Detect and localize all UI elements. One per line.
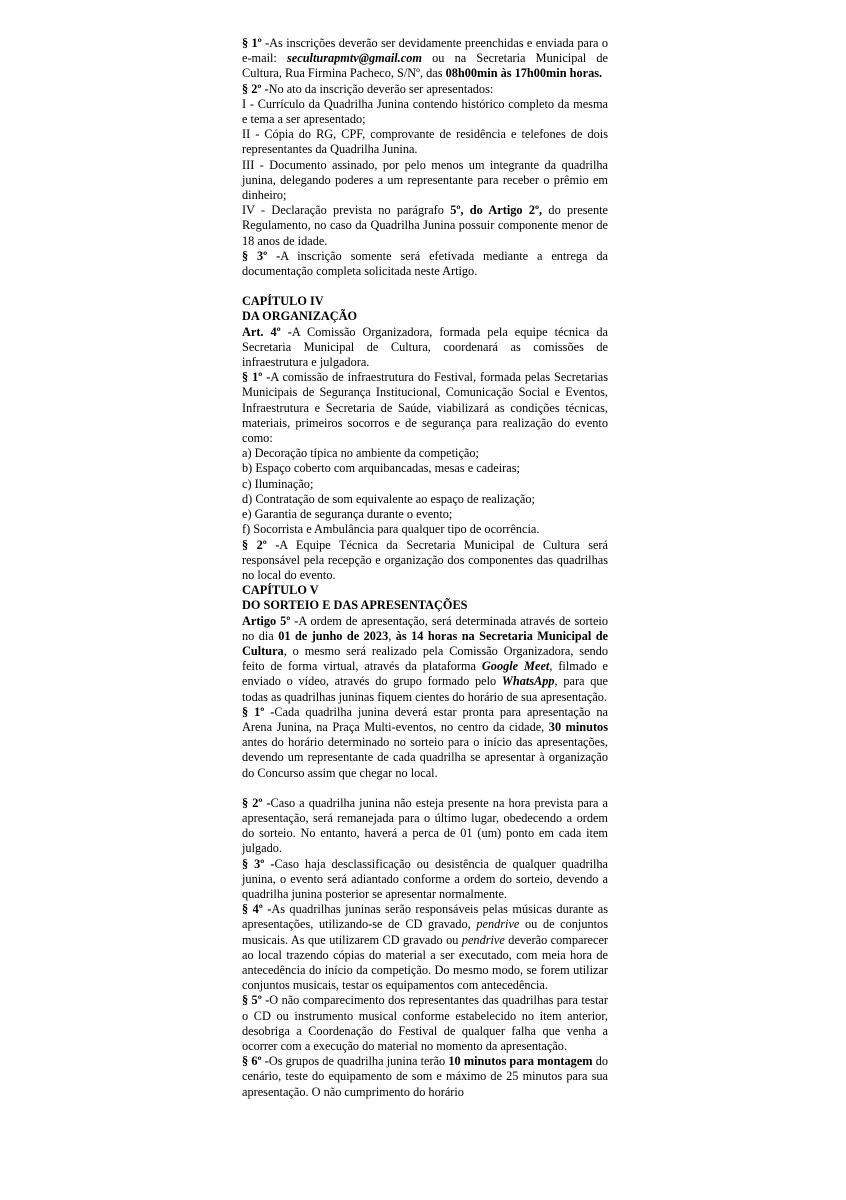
article-number: Artigo 5º - [242, 613, 299, 628]
document-page [242, 36, 608, 1100]
paragraph-number: § 4º - [242, 902, 272, 917]
article-number: Art. 4º - [242, 324, 292, 339]
chapter-subtitle: DA ORGANIZAÇÃO [242, 309, 358, 324]
paragraph-5: § 5º -O não comparecimento dos representantes das quadrilhas para testar o CD ou instrumento musical conforme estabelecido no item anterior, desobriga a Coordenação do Festival de qualquer falha que venha a ocorrer com a execução do material no momento da apresentação. [242, 993, 608, 1053]
paragraph-1: § 1º -As inscrições deverão ser devidamente preenchidas e enviada para o e-mail: seculturapmtv@gmail.com ou na Secretaria Municipal de Cultura, Rua Firmina Pacheco, S/Nº, das 08h00min às 17h00min horas. [242, 36, 609, 81]
list-item: II - Cópia do RG, CPF, comprovante de residência e telefones de dois representantes da Quadrilha Junina. [242, 127, 608, 157]
email-address: seculturapmtv@gmail.com [287, 51, 422, 66]
paragraph-number: § 1º - [242, 36, 270, 50]
office-hours: 08h00min às 17h00min horas. [445, 66, 603, 81]
article-4: Art. 4º -A Comissão Organizadora, formada pela equipe técnica da Secretaria Municipal de Cultura, coordenará as comissões de infraestrutura e julgadora. [242, 324, 608, 370]
chapter-subtitle: DO SORTEIO E DAS APRESENTAÇÕES [242, 598, 468, 613]
paragraph-6: § 6º -Os grupos de quadrilha junina terão 10 minutos para montagem do cenário, teste do equipamento de som e máximo de 25 minutos para sua apresentação. O não cumprimento do horário [242, 1054, 608, 1099]
paragraph-number: § 2º - [242, 81, 269, 96]
paragraph-number: § 2º - [242, 537, 280, 552]
paragraph-2: § 2º -Caso a quadrilha junina não esteja presente na hora prevista para a apresentação, será remanejada para o último lugar, obedecendo a ordem do sorteio. No entanto, haverá a perca de 01 (um) ponto em cada item julgado. [242, 795, 608, 856]
spacer [242, 279, 608, 294]
paragraph-number: § 3º - [242, 856, 275, 871]
paragraph-3: § 3º -Caso haja desclassificação ou desistência de qualquer quadrilha junina, o evento será adiantado conforme a ordem do sorteio, devendo a quadrilha junina posterior se apresentar normalmente. [242, 856, 609, 901]
paragraph-number: § 3º - [242, 248, 281, 263]
spacer [242, 781, 608, 796]
article-5: Artigo 5º -A ordem de apresentação, será determinada através de sorteio no dia 01 de junho de 2023, às 14 horas na Secretaria Municipal de Cultura, o mesmo será realizado pela Comissão Organizadora, sendo feito de forma virtual, através da plataforma Google Meet, filmado e enviado o vídeo, através do grupo formado pelo WhatsApp, para que todas as quadrilhas juninas fiquem cientes do horário de sua apresentação. [242, 613, 609, 704]
paragraph-number: § 1º - [242, 370, 271, 385]
list-item: III - Documento assinado, por pelo menos um integrante da quadrilha junina, delegando poderes a um representante para receber o prêmio em dinheiro; [242, 157, 608, 203]
paragraph-number: § 1º - [242, 704, 275, 719]
list-item: a) Decoração típica no ambiente da competição; [242, 446, 479, 461]
paragraph-number: § 6º - [242, 1054, 269, 1069]
list-item: IV - Declaração prevista no parágrafo 5º, do Artigo 2º, do presente Regulamento, no caso da Quadrilha Junina possuir componente menor de 18 anos de idade. [242, 203, 608, 248]
paragraph-4: § 4º -As quadrilhas juninas serão responsáveis pelas músicas durante as apresentações, utilizando-se de CD gravado, pendrive ou de conjuntos musicais. As que utilizarem CD gravado ou pendrive deverão comparecer ao local trazendo cópias do material a ser executado, com meia hora de antecedência do início da competição. Do mesmo modo, se forem utilizar conjuntos musicais, testar os equipamentos com antecedência. [242, 902, 609, 993]
paragraph-1: § 1º -A comissão de infraestrutura do Festival, formada pelas Secretarias Municipais de Segurança Institucional, Comunicação Social e Eventos, Infraestrutura e Secretaria de Saúde, viabilizará as condições técnicas, materiais, primeiros socorros e de segurança para realização do evento como: [242, 370, 608, 446]
draw-date: 01 de junho de 2023 [278, 628, 389, 643]
app-name: WhatsApp [501, 674, 555, 689]
list-item: e) Garantia de segurança durante o evento; [242, 507, 453, 522]
list-item: I - Currículo da Quadrilha Junina contendo histórico completo da mesma e tema a ser apresentado; [242, 96, 608, 127]
draw-place: às 14 horas na Secretaria Municipal de Cultura [242, 628, 609, 658]
chapter-title: CAPÍTULO V [242, 583, 319, 598]
paragraph-2: § 2º -A Equipe Técnica da Secretaria Municipal de Cultura será responsável pela recepção e organização dos componentes das quadrilhas no local do evento. [242, 537, 608, 582]
chapter-title: CAPÍTULO IV [242, 294, 324, 309]
list-item: f) Socorrista e Ambulância para qualquer tipo de ocorrência. [242, 522, 540, 537]
paragraph-number: § 2º - [242, 795, 271, 810]
paragraph-3: § 3º -A inscrição somente será efetivada mediante a entrega da documentação completa solicitada neste Artigo. [242, 248, 608, 279]
platform-name: Google Meet [481, 659, 550, 674]
paragraph-1: § 1º -Cada quadrilha junina deverá estar pronta para apresentação na Arena Junina, na Praça Multi-eventos, no centro da cidade, 30 minutos antes do horário determinado no sorteio para o início das apresentações, devendo um representante de cada quadrilha se apresentar à organização do Concurso assim que chegar no local. [242, 704, 608, 780]
paragraph-number: § 5º - [242, 993, 270, 1008]
paragraph-2: § 2º -No ato da inscrição deverão ser apresentados: [242, 81, 494, 96]
list-item: b) Espaço coberto com arquibancadas, mesas e cadeiras; [242, 461, 520, 476]
list-item: d) Contratação de som equivalente ao espaço de realização; [242, 491, 535, 506]
list-item: c) Iluminação; [242, 476, 314, 491]
